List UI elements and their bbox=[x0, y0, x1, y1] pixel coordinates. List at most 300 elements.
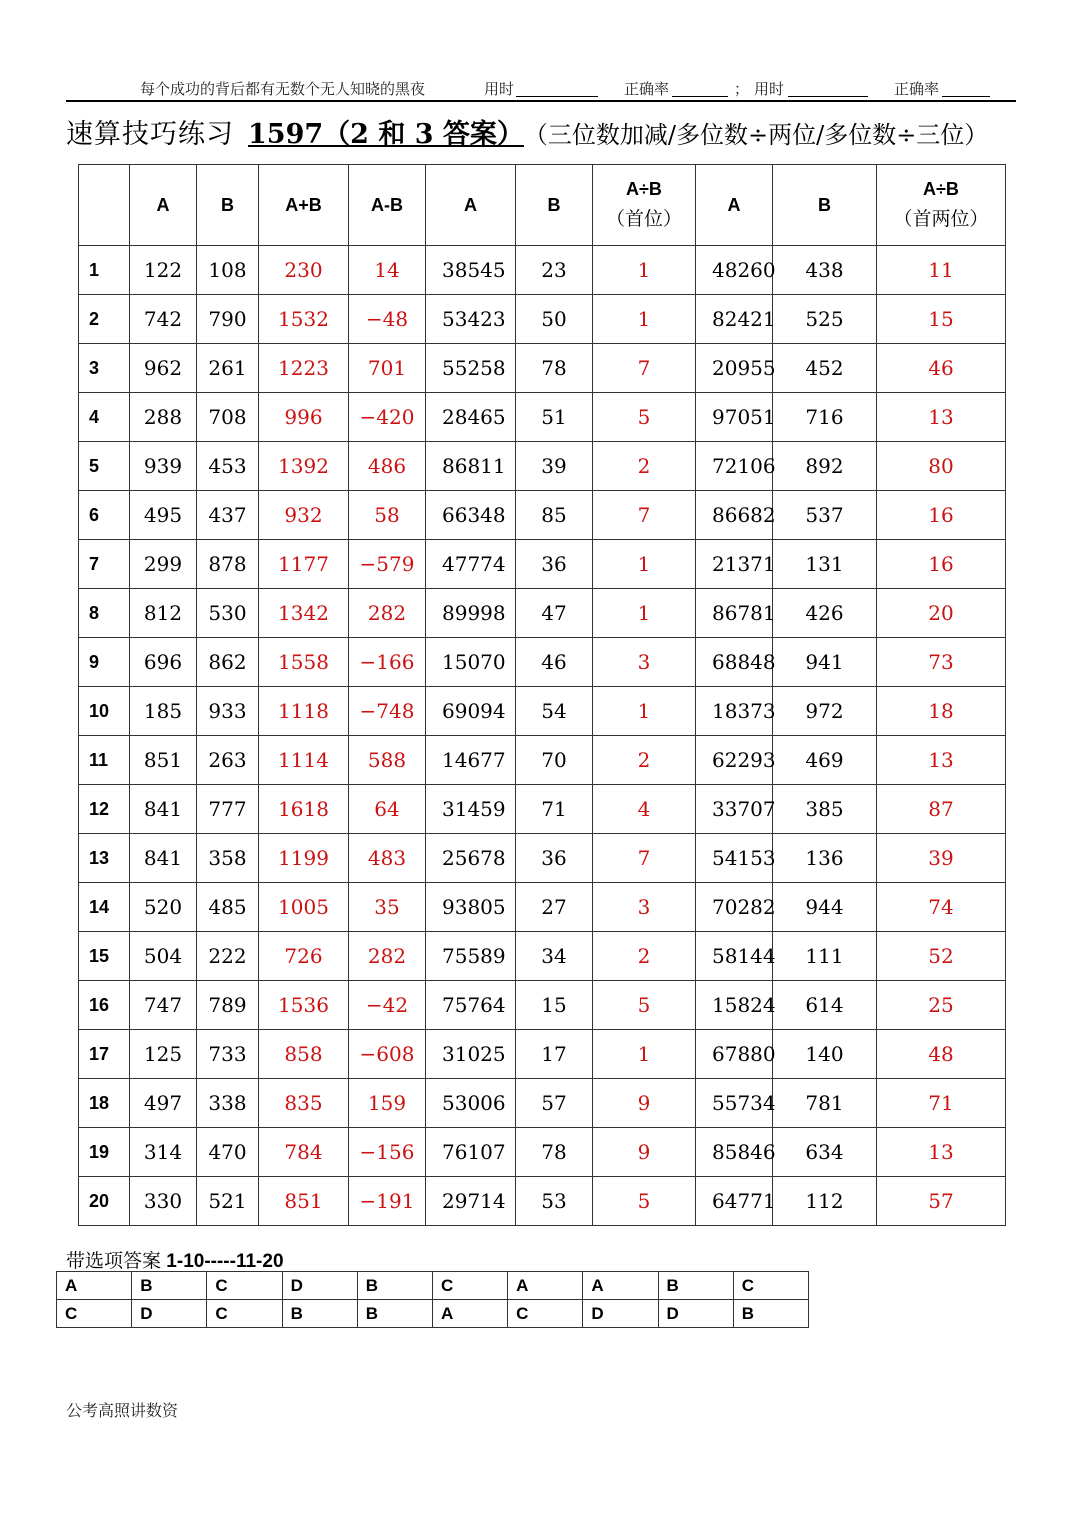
header-separator: ； bbox=[734, 80, 750, 98]
value-cell: 878 bbox=[197, 540, 259, 589]
options-title bbox=[66, 1246, 284, 1273]
value-cell: 15070 bbox=[426, 638, 516, 687]
row-number: 5 bbox=[79, 442, 130, 491]
value-cell: 70282 bbox=[696, 883, 773, 932]
value-cell: 453 bbox=[197, 442, 259, 491]
value-cell: 469 bbox=[773, 736, 877, 785]
value-cell: 136 bbox=[773, 834, 877, 883]
value-cell: 69094 bbox=[426, 687, 516, 736]
answer-cell: 726 bbox=[259, 932, 349, 981]
value-cell: 131 bbox=[773, 540, 877, 589]
answer-cell: 230 bbox=[259, 246, 349, 295]
row-number: 8 bbox=[79, 589, 130, 638]
value-cell: 299 bbox=[130, 540, 197, 589]
value-cell: 33707 bbox=[696, 785, 773, 834]
value-cell: 58144 bbox=[696, 932, 773, 981]
answer-cell: 58 bbox=[349, 491, 426, 540]
column-header bbox=[516, 165, 593, 246]
value-cell: 437 bbox=[197, 491, 259, 540]
option-cell: B bbox=[357, 1300, 432, 1328]
value-cell: 39 bbox=[516, 442, 593, 491]
value-cell: 789 bbox=[197, 981, 259, 1030]
answer-cell: 64 bbox=[349, 785, 426, 834]
value-cell: 75764 bbox=[426, 981, 516, 1030]
value-cell: 71 bbox=[516, 785, 593, 834]
answer-cell: 4 bbox=[593, 785, 696, 834]
option-cell: B bbox=[733, 1300, 808, 1328]
answer-cell: 1199 bbox=[259, 834, 349, 883]
value-cell: 76107 bbox=[426, 1128, 516, 1177]
value-cell: 57 bbox=[516, 1079, 593, 1128]
title-main: 速算技巧练习 bbox=[66, 119, 234, 150]
answer-cell: 932 bbox=[259, 491, 349, 540]
column-header-label: B bbox=[818, 194, 831, 215]
table-row bbox=[79, 491, 1006, 540]
value-cell: 85846 bbox=[696, 1128, 773, 1177]
option-cell: B bbox=[132, 1272, 207, 1300]
answer-cell: 39 bbox=[877, 834, 1006, 883]
row-number: 16 bbox=[79, 981, 130, 1030]
value-cell: 470 bbox=[197, 1128, 259, 1177]
answer-cell: −748 bbox=[349, 687, 426, 736]
answer-cell: 15 bbox=[877, 295, 1006, 344]
value-cell: 777 bbox=[197, 785, 259, 834]
value-cell: 46 bbox=[516, 638, 593, 687]
value-cell: 485 bbox=[197, 883, 259, 932]
answer-cell: 784 bbox=[259, 1128, 349, 1177]
answer-cell: 80 bbox=[877, 442, 1006, 491]
table-row bbox=[79, 344, 1006, 393]
answer-cell: 835 bbox=[259, 1079, 349, 1128]
option-cell: A bbox=[508, 1272, 583, 1300]
column-header-label: A bbox=[464, 194, 477, 215]
option-cell: C bbox=[207, 1300, 282, 1328]
row-number: 6 bbox=[79, 491, 130, 540]
option-cell: A bbox=[57, 1272, 132, 1300]
options-row bbox=[57, 1300, 809, 1328]
value-cell: 385 bbox=[773, 785, 877, 834]
value-cell: 54153 bbox=[696, 834, 773, 883]
value-cell: 504 bbox=[130, 932, 197, 981]
value-cell: 55734 bbox=[696, 1079, 773, 1128]
column-header-label: A-B bbox=[371, 194, 403, 215]
table-row bbox=[79, 246, 1006, 295]
column-header-sublabel: （首位） bbox=[605, 208, 682, 230]
row-number: 13 bbox=[79, 834, 130, 883]
value-cell: 634 bbox=[773, 1128, 877, 1177]
row-number: 2 bbox=[79, 295, 130, 344]
table-row bbox=[79, 589, 1006, 638]
answer-cell: 9 bbox=[593, 1079, 696, 1128]
value-cell: 112 bbox=[773, 1177, 877, 1226]
value-cell: 97051 bbox=[696, 393, 773, 442]
table-row bbox=[79, 834, 1006, 883]
value-cell: 31459 bbox=[426, 785, 516, 834]
value-cell: 781 bbox=[773, 1079, 877, 1128]
table-row bbox=[79, 1128, 1006, 1177]
value-cell: 742 bbox=[130, 295, 197, 344]
answer-cell: 1 bbox=[593, 540, 696, 589]
value-cell: 21371 bbox=[696, 540, 773, 589]
answer-cell: −420 bbox=[349, 393, 426, 442]
table-row bbox=[79, 393, 1006, 442]
answer-cell: −48 bbox=[349, 295, 426, 344]
answer-cell: 18 bbox=[877, 687, 1006, 736]
row-number: 7 bbox=[79, 540, 130, 589]
option-cell: B bbox=[282, 1300, 357, 1328]
row-number: 12 bbox=[79, 785, 130, 834]
value-cell: 15 bbox=[516, 981, 593, 1030]
title-number: 1597（2 和 3 答案） bbox=[248, 119, 524, 150]
value-cell: 34 bbox=[516, 932, 593, 981]
value-cell: 14677 bbox=[426, 736, 516, 785]
value-cell: 497 bbox=[130, 1079, 197, 1128]
value-cell: 15824 bbox=[696, 981, 773, 1030]
answer-cell: 486 bbox=[349, 442, 426, 491]
answer-cell: 13 bbox=[877, 736, 1006, 785]
table-row bbox=[79, 883, 1006, 932]
value-cell: 53423 bbox=[426, 295, 516, 344]
value-cell: 125 bbox=[130, 1030, 197, 1079]
value-cell: 892 bbox=[773, 442, 877, 491]
answer-cell: 2 bbox=[593, 932, 696, 981]
table-row bbox=[79, 785, 1006, 834]
value-cell: 55258 bbox=[426, 344, 516, 393]
column-header bbox=[130, 165, 197, 246]
option-cell: B bbox=[357, 1272, 432, 1300]
value-cell: 111 bbox=[773, 932, 877, 981]
answer-cell: 1 bbox=[593, 1030, 696, 1079]
value-cell: 31025 bbox=[426, 1030, 516, 1079]
answer-cell: 48 bbox=[877, 1030, 1006, 1079]
answer-cell: 1536 bbox=[259, 981, 349, 1030]
column-header bbox=[593, 165, 696, 246]
answer-cell: 1114 bbox=[259, 736, 349, 785]
option-cell: C bbox=[207, 1272, 282, 1300]
answer-cell: −166 bbox=[349, 638, 426, 687]
table-row bbox=[79, 295, 1006, 344]
answer-cell: 71 bbox=[877, 1079, 1006, 1128]
answer-cell: 2 bbox=[593, 736, 696, 785]
answer-cell: 701 bbox=[349, 344, 426, 393]
value-cell: 530 bbox=[197, 589, 259, 638]
column-header-sublabel: （首两位） bbox=[893, 208, 989, 230]
column-header-label: B bbox=[221, 194, 234, 215]
value-cell: 520 bbox=[130, 883, 197, 932]
value-cell: 521 bbox=[197, 1177, 259, 1226]
answer-cell: 5 bbox=[593, 1177, 696, 1226]
value-cell: 939 bbox=[130, 442, 197, 491]
answer-cell: 1005 bbox=[259, 883, 349, 932]
value-cell: 53006 bbox=[426, 1079, 516, 1128]
answer-cell: 1342 bbox=[259, 589, 349, 638]
option-cell: D bbox=[132, 1300, 207, 1328]
answer-cell: 52 bbox=[877, 932, 1006, 981]
row-number: 3 bbox=[79, 344, 130, 393]
footer-text: 公考高照讲数资 bbox=[66, 1401, 179, 1420]
row-number: 9 bbox=[79, 638, 130, 687]
value-cell: 53 bbox=[516, 1177, 593, 1226]
value-cell: 140 bbox=[773, 1030, 877, 1079]
answer-cell: 13 bbox=[877, 393, 1006, 442]
value-cell: 941 bbox=[773, 638, 877, 687]
value-cell: 525 bbox=[773, 295, 877, 344]
value-cell: 89998 bbox=[426, 589, 516, 638]
option-cell: C bbox=[733, 1272, 808, 1300]
column-header-label: B bbox=[547, 194, 561, 215]
answer-cell: −608 bbox=[349, 1030, 426, 1079]
options-title-range: 1-10-----11-20 bbox=[166, 1251, 284, 1272]
answer-cell: 159 bbox=[349, 1079, 426, 1128]
answer-cell: 20 bbox=[877, 589, 1006, 638]
value-cell: 122 bbox=[130, 246, 197, 295]
value-cell: 733 bbox=[197, 1030, 259, 1079]
options-answer-table bbox=[56, 1271, 809, 1328]
value-cell: 23 bbox=[516, 246, 593, 295]
exercise-table bbox=[78, 164, 1006, 1226]
column-header bbox=[426, 165, 516, 246]
value-cell: 36 bbox=[516, 834, 593, 883]
answer-cell: 858 bbox=[259, 1030, 349, 1079]
value-cell: 962 bbox=[130, 344, 197, 393]
answer-cell: 46 bbox=[877, 344, 1006, 393]
value-cell: 330 bbox=[130, 1177, 197, 1226]
value-cell: 495 bbox=[130, 491, 197, 540]
answer-cell: 5 bbox=[593, 393, 696, 442]
answer-cell: 282 bbox=[349, 589, 426, 638]
row-number: 19 bbox=[79, 1128, 130, 1177]
table-header-row bbox=[79, 165, 1006, 246]
value-cell: 261 bbox=[197, 344, 259, 393]
answer-cell: 483 bbox=[349, 834, 426, 883]
value-cell: 29714 bbox=[426, 1177, 516, 1226]
page-header bbox=[66, 74, 1016, 102]
answer-cell: 13 bbox=[877, 1128, 1006, 1177]
table-row bbox=[79, 687, 1006, 736]
options-title-cn: 带选项答案 bbox=[66, 1251, 162, 1272]
table-row bbox=[79, 1177, 1006, 1226]
value-cell: 38545 bbox=[426, 246, 516, 295]
value-cell: 358 bbox=[197, 834, 259, 883]
value-cell: 747 bbox=[130, 981, 197, 1030]
accuracy-label-2: 正确率 bbox=[894, 80, 940, 98]
option-cell: A bbox=[583, 1272, 658, 1300]
value-cell: 288 bbox=[130, 393, 197, 442]
value-cell: 86682 bbox=[696, 491, 773, 540]
value-cell: 72106 bbox=[696, 442, 773, 491]
value-cell: 452 bbox=[773, 344, 877, 393]
row-number: 14 bbox=[79, 883, 130, 932]
title-subtitle: （三位数加减/多位数÷两位/多位数÷三位） bbox=[535, 121, 989, 149]
column-header bbox=[696, 165, 773, 246]
table-row bbox=[79, 442, 1006, 491]
answer-cell: 588 bbox=[349, 736, 426, 785]
answer-cell: 1 bbox=[593, 295, 696, 344]
answer-cell: 3 bbox=[593, 883, 696, 932]
row-number: 15 bbox=[79, 932, 130, 981]
answer-cell: 282 bbox=[349, 932, 426, 981]
value-cell: 851 bbox=[130, 736, 197, 785]
value-cell: 86811 bbox=[426, 442, 516, 491]
value-cell: 25678 bbox=[426, 834, 516, 883]
table-row bbox=[79, 736, 1006, 785]
value-cell: 48260 bbox=[696, 246, 773, 295]
value-cell: 841 bbox=[130, 785, 197, 834]
accuracy-label-1: 正确率 bbox=[624, 80, 670, 98]
answer-cell: 1223 bbox=[259, 344, 349, 393]
option-cell: D bbox=[282, 1272, 357, 1300]
answer-cell: 7 bbox=[593, 491, 696, 540]
motto-text: 每个成功的背后都有无数个无人知晓的黑夜 bbox=[140, 80, 426, 98]
value-cell: 862 bbox=[197, 638, 259, 687]
answer-cell: 1 bbox=[593, 589, 696, 638]
row-number: 20 bbox=[79, 1177, 130, 1226]
answer-cell: 1177 bbox=[259, 540, 349, 589]
option-cell: C bbox=[432, 1272, 507, 1300]
value-cell: 263 bbox=[197, 736, 259, 785]
value-cell: 185 bbox=[130, 687, 197, 736]
value-cell: 841 bbox=[130, 834, 197, 883]
column-header bbox=[197, 165, 259, 246]
answer-cell: 1532 bbox=[259, 295, 349, 344]
answer-cell: 2 bbox=[593, 442, 696, 491]
column-header bbox=[877, 165, 1006, 246]
table-row bbox=[79, 981, 1006, 1030]
value-cell: 93805 bbox=[426, 883, 516, 932]
answer-cell: 7 bbox=[593, 834, 696, 883]
value-cell: 68848 bbox=[696, 638, 773, 687]
column-header bbox=[259, 165, 349, 246]
answer-cell: 16 bbox=[877, 491, 1006, 540]
value-cell: 933 bbox=[197, 687, 259, 736]
answer-cell: 57 bbox=[877, 1177, 1006, 1226]
value-cell: 716 bbox=[773, 393, 877, 442]
value-cell: 67880 bbox=[696, 1030, 773, 1079]
answer-cell: 1 bbox=[593, 687, 696, 736]
option-cell: B bbox=[658, 1272, 733, 1300]
value-cell: 108 bbox=[197, 246, 259, 295]
answer-cell: 1618 bbox=[259, 785, 349, 834]
value-cell: 426 bbox=[773, 589, 877, 638]
row-number: 17 bbox=[79, 1030, 130, 1079]
value-cell: 27 bbox=[516, 883, 593, 932]
answer-cell: 1 bbox=[593, 246, 696, 295]
value-cell: 66348 bbox=[426, 491, 516, 540]
answer-cell: −42 bbox=[349, 981, 426, 1030]
value-cell: 51 bbox=[516, 393, 593, 442]
table-row bbox=[79, 638, 1006, 687]
value-cell: 47774 bbox=[426, 540, 516, 589]
column-header bbox=[773, 165, 877, 246]
value-cell: 20955 bbox=[696, 344, 773, 393]
table-row bbox=[79, 1079, 1006, 1128]
answer-cell: 35 bbox=[349, 883, 426, 932]
column-header-label: A÷B bbox=[626, 179, 662, 199]
answer-cell: 25 bbox=[877, 981, 1006, 1030]
options-row bbox=[57, 1272, 809, 1300]
table-row bbox=[79, 932, 1006, 981]
page-title bbox=[66, 112, 1066, 152]
answer-cell: 996 bbox=[259, 393, 349, 442]
row-number: 1 bbox=[79, 246, 130, 295]
answer-cell: 87 bbox=[877, 785, 1006, 834]
value-cell: 78 bbox=[516, 1128, 593, 1177]
value-cell: 75589 bbox=[426, 932, 516, 981]
value-cell: 82421 bbox=[696, 295, 773, 344]
value-cell: 790 bbox=[197, 295, 259, 344]
table-row bbox=[79, 1030, 1006, 1079]
answer-cell: 1558 bbox=[259, 638, 349, 687]
value-cell: 944 bbox=[773, 883, 877, 932]
answer-cell: 7 bbox=[593, 344, 696, 393]
value-cell: 50 bbox=[516, 295, 593, 344]
answer-cell: −579 bbox=[349, 540, 426, 589]
value-cell: 537 bbox=[773, 491, 877, 540]
value-cell: 708 bbox=[197, 393, 259, 442]
answer-cell: −156 bbox=[349, 1128, 426, 1177]
row-number: 11 bbox=[79, 736, 130, 785]
value-cell: 62293 bbox=[696, 736, 773, 785]
answer-cell: 16 bbox=[877, 540, 1006, 589]
time-label-2: 用时 bbox=[754, 80, 785, 98]
option-cell: D bbox=[583, 1300, 658, 1328]
value-cell: 812 bbox=[130, 589, 197, 638]
answer-cell: 74 bbox=[877, 883, 1006, 932]
value-cell: 314 bbox=[130, 1128, 197, 1177]
row-number: 10 bbox=[79, 687, 130, 736]
answer-cell: 1118 bbox=[259, 687, 349, 736]
value-cell: 78 bbox=[516, 344, 593, 393]
row-number: 18 bbox=[79, 1079, 130, 1128]
time-label-1: 用时 bbox=[484, 80, 515, 98]
column-header-label: A bbox=[727, 194, 741, 215]
value-cell: 36 bbox=[516, 540, 593, 589]
column-header-label: A÷B bbox=[923, 179, 959, 199]
option-cell: D bbox=[658, 1300, 733, 1328]
value-cell: 614 bbox=[773, 981, 877, 1030]
value-cell: 438 bbox=[773, 246, 877, 295]
value-cell: 70 bbox=[516, 736, 593, 785]
answer-cell: 851 bbox=[259, 1177, 349, 1226]
answer-cell: 9 bbox=[593, 1128, 696, 1177]
option-cell: C bbox=[508, 1300, 583, 1328]
value-cell: 17 bbox=[516, 1030, 593, 1079]
value-cell: 696 bbox=[130, 638, 197, 687]
value-cell: 47 bbox=[516, 589, 593, 638]
answer-cell: 73 bbox=[877, 638, 1006, 687]
answer-cell: 3 bbox=[593, 638, 696, 687]
value-cell: 64771 bbox=[696, 1177, 773, 1226]
value-cell: 28465 bbox=[426, 393, 516, 442]
value-cell: 18373 bbox=[696, 687, 773, 736]
column-header bbox=[349, 165, 426, 246]
column-header bbox=[79, 165, 130, 246]
option-cell: A bbox=[432, 1300, 507, 1328]
value-cell: 54 bbox=[516, 687, 593, 736]
value-cell: 85 bbox=[516, 491, 593, 540]
answer-cell: −191 bbox=[349, 1177, 426, 1226]
table-row bbox=[79, 540, 1006, 589]
value-cell: 86781 bbox=[696, 589, 773, 638]
value-cell: 338 bbox=[197, 1079, 259, 1128]
answer-cell: 1392 bbox=[259, 442, 349, 491]
answer-cell: 14 bbox=[349, 246, 426, 295]
value-cell: 972 bbox=[773, 687, 877, 736]
column-header-label: A bbox=[156, 194, 170, 215]
answer-cell: 5 bbox=[593, 981, 696, 1030]
column-header-label: A+B bbox=[285, 194, 322, 215]
row-number: 4 bbox=[79, 393, 130, 442]
